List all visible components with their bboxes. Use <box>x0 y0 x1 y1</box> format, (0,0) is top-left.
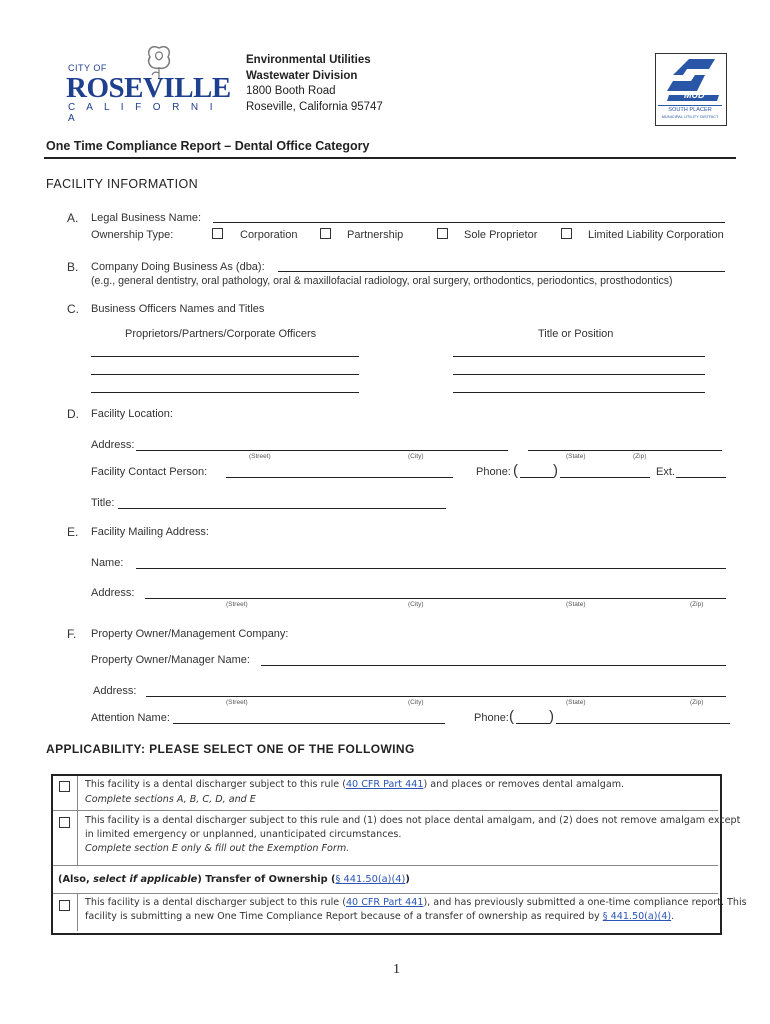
dept-line-2: Wastewater Division <box>246 69 358 82</box>
option-1-post: ) and places or removes dental amalgam. <box>423 779 625 790</box>
applicability-row-rule-2 <box>53 865 718 866</box>
owner-state-caption: (State) <box>566 699 586 706</box>
transfer-section-link[interactable]: § 441.50(a)(4) <box>335 874 406 885</box>
ownership-type-label: Ownership Type: <box>91 229 174 241</box>
applicability-divider-col-2 <box>77 894 78 931</box>
dba-example: (e.g., general dentistry, oral pathology, oral & maxillofacial radiology, oral surgery, orthodontics, periodontics, prosthodontics) <box>91 275 673 287</box>
officer-title-field-3[interactable] <box>453 392 705 393</box>
option-3-post: ), and has previously submitted a one-time compliance report. This <box>423 897 747 908</box>
option-3-pre: This facility is a dental discharger subject to this rule ( <box>85 897 346 908</box>
contact-phone-field[interactable] <box>560 477 650 478</box>
owner-phone-open-paren: ( <box>509 708 514 725</box>
owner-address-field[interactable] <box>146 696 726 697</box>
title-column-header: Title or Position <box>538 328 614 340</box>
owner-address-label: Address: <box>93 685 137 697</box>
corporation-checkbox[interactable] <box>212 228 223 239</box>
business-officers-label: Business Officers Names and Titles <box>91 303 265 315</box>
transfer-mid: ) Transfer of Ownership ( <box>197 874 336 885</box>
option-1-note: Complete sections A, B, C, D, and E <box>85 794 256 805</box>
smud-line-2: MUNICIPAL UTILITY DISTRICT <box>661 114 719 119</box>
option-3-line-1 <box>85 897 747 908</box>
contact-ext-field[interactable] <box>676 477 726 478</box>
smud-line-1: SOUTH PLACER <box>658 105 722 113</box>
manager-name-field[interactable] <box>261 665 726 666</box>
section-e-letter: E. <box>67 525 79 539</box>
section-f-letter: F. <box>67 627 77 641</box>
option-1-cfr-link[interactable]: 40 CFR Part 441 <box>345 779 424 790</box>
option-2-note: Complete section E only & fill out the Exemption Form. <box>85 843 350 854</box>
location-address-label: Address: <box>91 439 135 451</box>
option-3-section-link[interactable]: § 441.50(a)(4) <box>602 911 672 922</box>
mailing-name-field[interactable] <box>136 568 726 569</box>
mailing-address-field[interactable] <box>145 598 726 599</box>
mailing-address-label: Facility Mailing Address: <box>91 526 209 538</box>
owner-phone-field[interactable] <box>556 723 730 724</box>
dept-line-1: Environmental Utilities <box>246 54 371 66</box>
location-zip-caption: (Zip) <box>633 453 647 460</box>
owner-phone-area-field[interactable] <box>516 723 550 724</box>
mailing-city-caption: (City) <box>408 601 424 608</box>
sole-proprietor-label: Sole Proprietor <box>464 229 538 241</box>
llc-label: Limited Liability Corporation <box>588 229 724 241</box>
roseville-logo <box>64 42 234 124</box>
department-block <box>246 53 383 115</box>
option-2-line-2: in limited emergency or unplanned, unanticipated circumstances. <box>85 829 402 840</box>
option-1-text <box>85 779 624 790</box>
address-line-1: 1800 Booth Road <box>246 85 336 97</box>
option-1-pre: This facility is a dental discharger subject to this rule ( <box>85 779 346 790</box>
partnership-label: Partnership <box>347 229 404 241</box>
officer-name-field-1[interactable] <box>91 356 359 357</box>
option-3-line-2 <box>85 911 674 922</box>
contact-phone-open-paren: ( <box>513 462 518 479</box>
option-3-cfr-link[interactable]: 40 CFR Part 441 <box>345 897 424 908</box>
mailing-zip-caption: (Zip) <box>690 601 704 608</box>
contact-phone-area-field[interactable] <box>520 477 554 478</box>
mailing-address-line-label: Address: <box>91 587 135 599</box>
option-1-checkbox[interactable] <box>59 781 70 792</box>
officer-title-field-1[interactable] <box>453 356 705 357</box>
transfer-ownership-row <box>58 874 410 885</box>
option-3-line2-post: . <box>671 911 675 922</box>
contact-title-field[interactable] <box>118 508 446 509</box>
logo-city-of: CITY OF <box>68 63 107 73</box>
mailing-street-caption: (Street) <box>226 601 248 608</box>
option-2-line-1: This facility is a dental discharger subject to this rule and (1) does not place dental amalgam, and (2) does not remove amalgam except <box>85 815 741 826</box>
owner-zip-caption: (Zip) <box>690 699 704 706</box>
dba-label: Company Doing Business As (dba): <box>91 261 265 273</box>
contact-phone-label: Phone: <box>476 466 511 478</box>
dba-field[interactable] <box>278 271 725 272</box>
location-state-zip-field[interactable] <box>528 450 722 451</box>
facility-heading: FACILITY INFORMATION <box>46 177 198 191</box>
sole-proprietor-checkbox[interactable] <box>437 228 448 239</box>
mailing-name-label: Name: <box>91 557 124 569</box>
applicability-row-rule-3 <box>53 893 718 894</box>
owner-phone-label: Phone: <box>474 712 509 724</box>
contact-person-field[interactable] <box>226 477 453 478</box>
llc-checkbox[interactable] <box>561 228 572 239</box>
location-city-caption: (City) <box>408 453 424 460</box>
title-rule <box>44 157 736 159</box>
option-3-checkbox[interactable] <box>59 900 70 911</box>
property-owner-label: Property Owner/Management Company: <box>91 628 289 640</box>
attention-name-field[interactable] <box>173 723 445 724</box>
section-d-letter: D. <box>67 407 79 421</box>
legal-name-label: Legal Business Name: <box>91 212 202 224</box>
option-3-line2-pre: facility is submitting a new One Time Compliance Report because of a transfer of ownership as required by <box>85 911 603 922</box>
applicability-row-rule-1 <box>53 810 718 811</box>
owner-phone-close-paren: ) <box>549 708 554 725</box>
report-title: One Time Compliance Report – Dental Office Category <box>46 139 370 153</box>
option-2-checkbox[interactable] <box>59 817 70 828</box>
transfer-post: ) <box>405 874 410 885</box>
officer-title-field-2[interactable] <box>453 374 705 375</box>
manager-name-label: Property Owner/Manager Name: <box>91 654 250 666</box>
location-street-city-field[interactable] <box>136 450 508 451</box>
owner-street-caption: (Street) <box>226 699 248 706</box>
contact-person-label: Facility Contact Person: <box>91 466 208 478</box>
legal-name-field[interactable] <box>213 222 725 223</box>
transfer-pre: (Also, <box>58 874 94 885</box>
section-b-letter: B. <box>67 260 79 274</box>
mailing-state-caption: (State) <box>566 601 586 608</box>
facility-location-label: Facility Location: <box>91 408 173 420</box>
section-a-letter: A. <box>67 211 79 225</box>
owner-city-caption: (City) <box>408 699 424 706</box>
corporation-label: Corporation <box>240 229 298 241</box>
contact-title-label: Title: <box>91 497 115 509</box>
smud-mark-text: MUD <box>684 90 705 100</box>
attention-name-label: Attention Name: <box>91 712 170 724</box>
contact-phone-close-paren: ) <box>553 462 558 479</box>
page-number: 1 <box>393 962 400 977</box>
partnership-checkbox[interactable] <box>320 228 331 239</box>
contact-ext-label: Ext. <box>656 466 675 478</box>
applicability-divider-col <box>77 776 78 865</box>
logo-california: C A L I F O R N I A <box>68 102 217 124</box>
location-state-caption: (State) <box>566 453 586 460</box>
officers-column-header: Proprietors/Partners/Corporate Officers <box>125 328 317 340</box>
applicability-heading: APPLICABILITY: PLEASE SELECT ONE OF THE FOLLOWING <box>46 742 415 756</box>
smud-logo <box>655 53 727 126</box>
section-c-letter: C. <box>67 302 79 316</box>
officer-name-field-3[interactable] <box>91 392 359 393</box>
officer-name-field-2[interactable] <box>91 374 359 375</box>
address-line-2: Roseville, California 95747 <box>246 100 383 113</box>
logo-roseville: ROSEVILLE <box>66 72 231 104</box>
location-street-caption: (Street) <box>249 453 271 460</box>
transfer-italic: select if applicable <box>93 874 198 885</box>
